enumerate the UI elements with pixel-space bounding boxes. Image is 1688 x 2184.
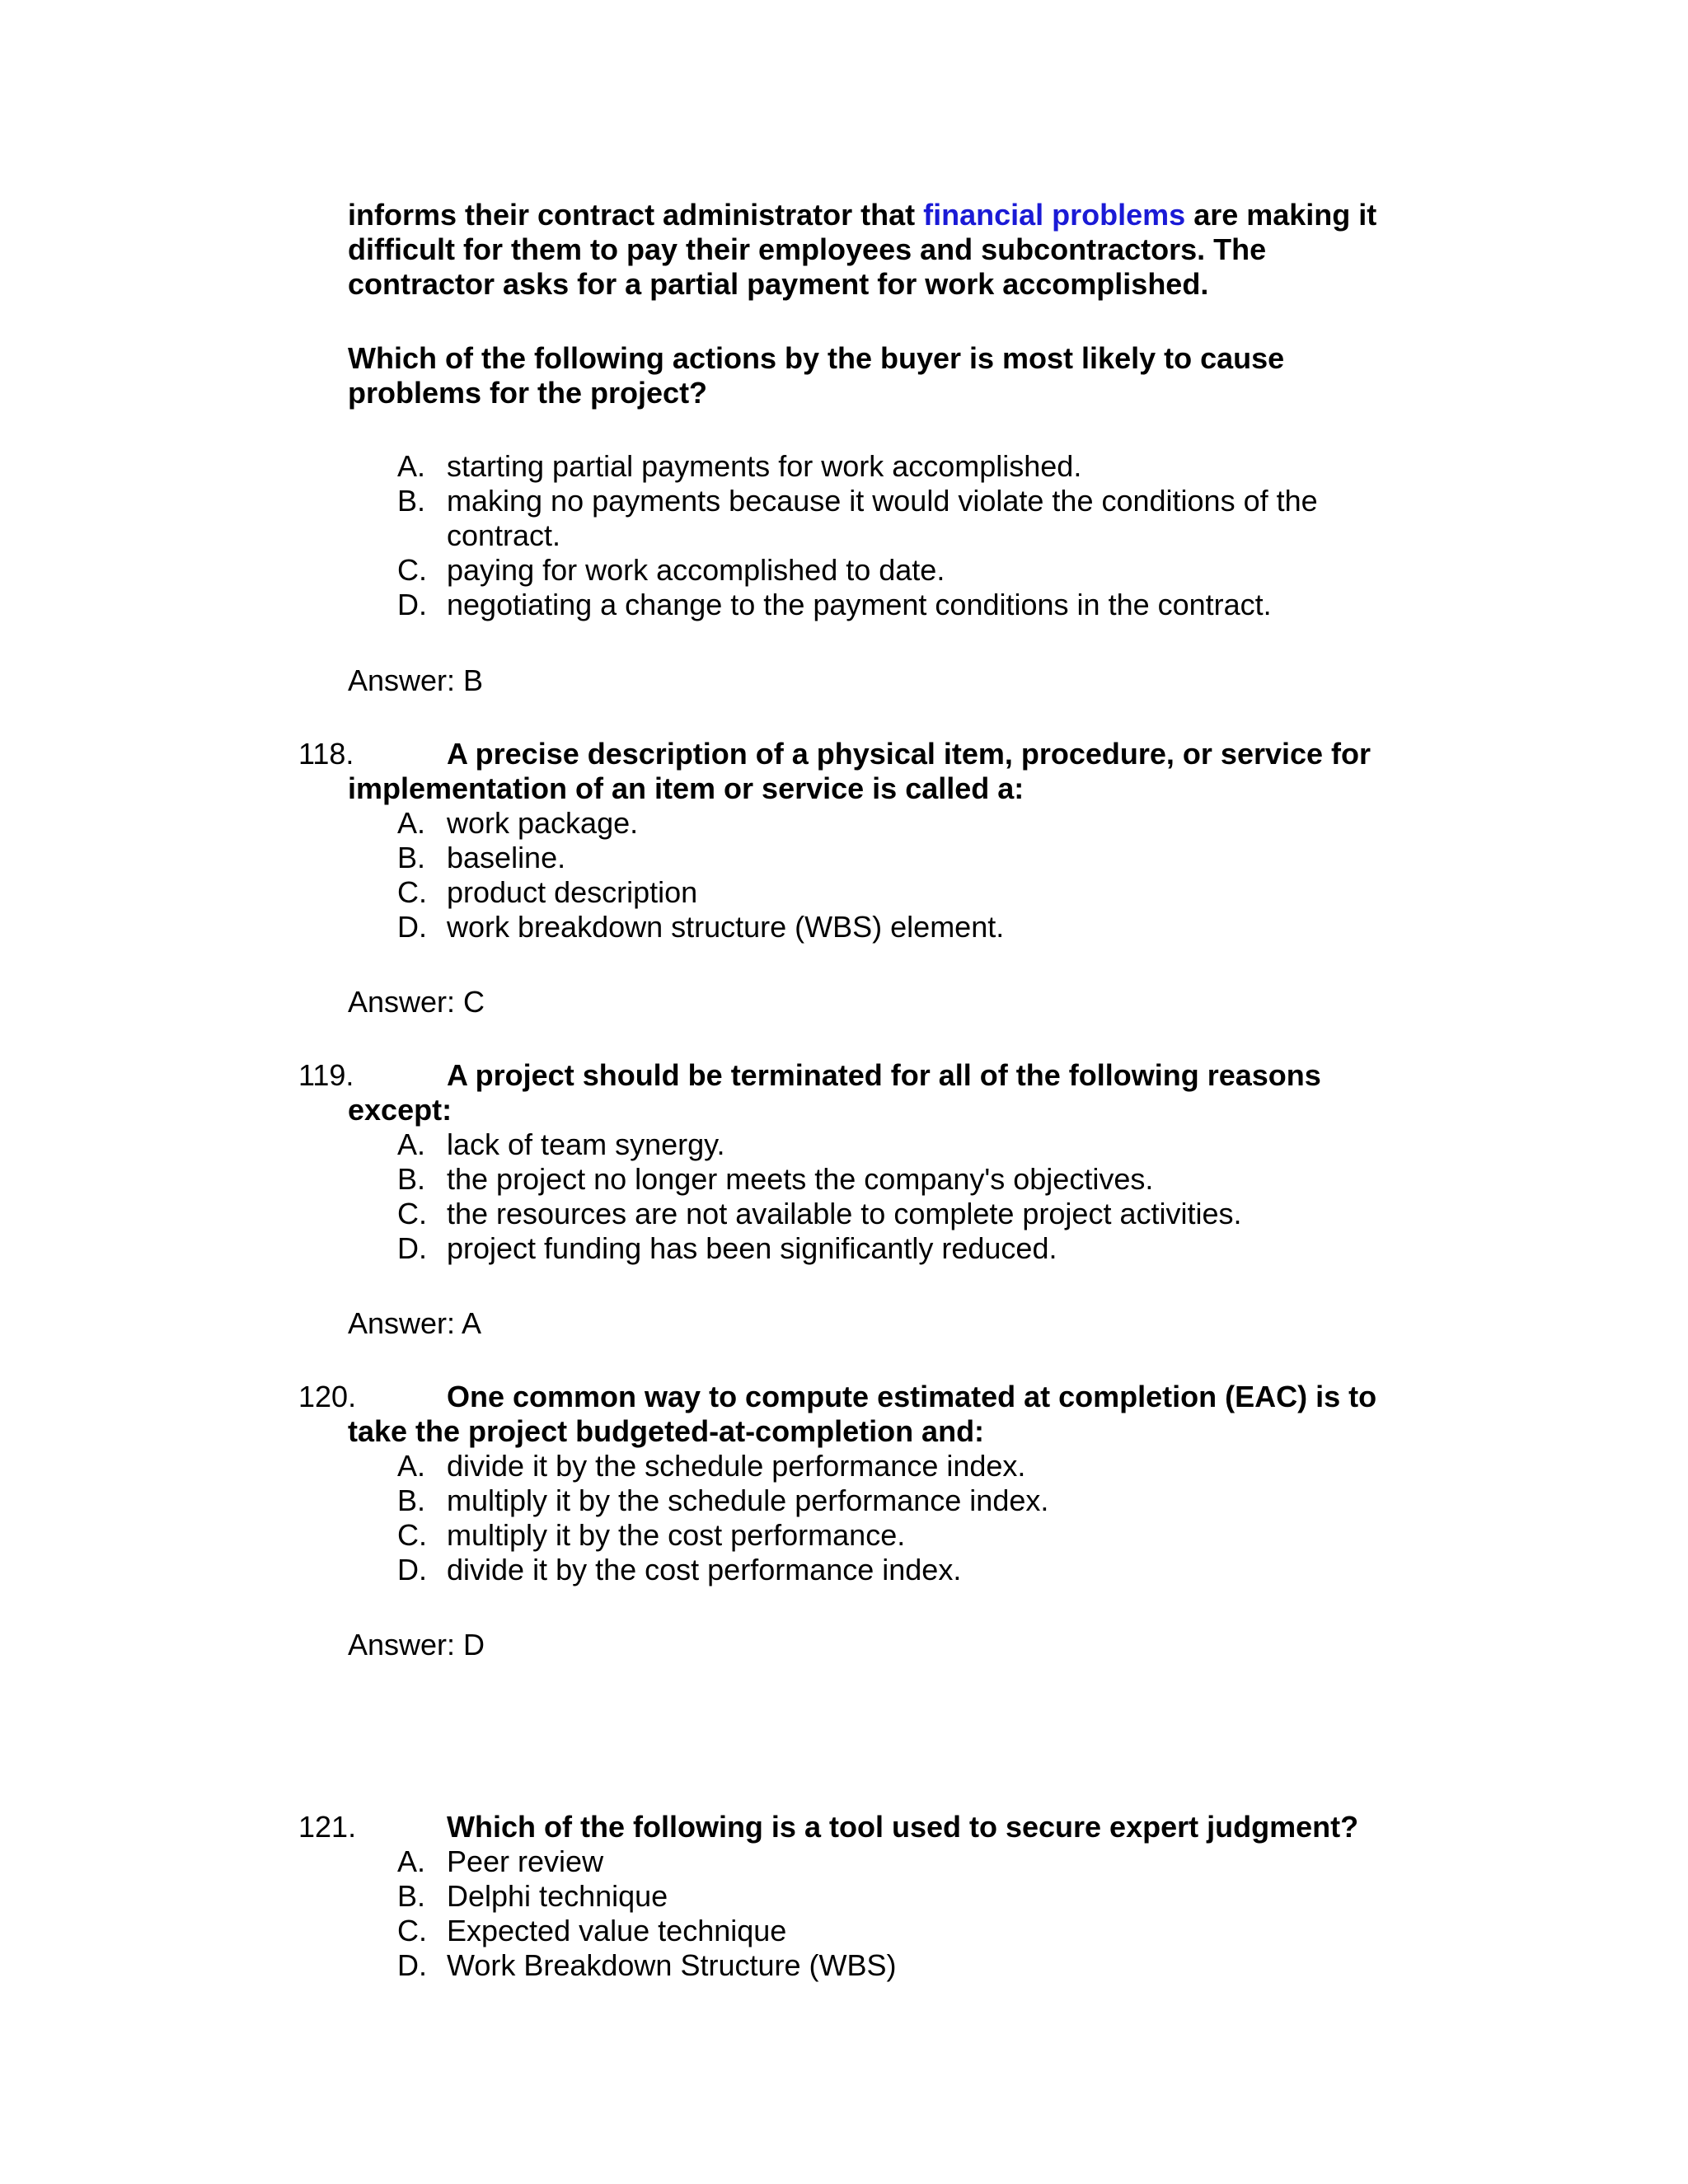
option-letter: C. <box>397 553 427 587</box>
option-text: work breakdown structure (WBS) element. <box>447 910 1005 944</box>
q118-answer: Answer: C <box>348 985 485 1019</box>
q120-answer: Answer: D <box>348 1628 485 1661</box>
question-118 <box>298 737 1419 944</box>
q119-options <box>397 1127 1419 1266</box>
q117-option-b[interactable] <box>397 484 1436 553</box>
option-text: lack of team synergy. <box>447 1127 725 1161</box>
option-text: making no payments because it would violate the conditions of the contract. <box>447 484 1318 552</box>
q119-option-d[interactable] <box>397 1231 1419 1266</box>
option-text: baseline. <box>447 841 566 874</box>
option-letter: D. <box>397 1231 427 1265</box>
option-text: negotiating a change to the payment conditions in the contract. <box>447 588 1272 621</box>
q118-option-c[interactable] <box>397 875 1419 910</box>
q117-question: Which of the following actions by the buyer is most likely to cause problems for the project? <box>348 341 1285 410</box>
option-text: paying for work accomplished to date. <box>447 553 945 587</box>
q118-option-b[interactable] <box>397 841 1419 875</box>
q121-option-d[interactable] <box>397 1948 1419 1983</box>
option-letter: D. <box>397 910 427 944</box>
q117-scenario-pre: informs their contract administrator that <box>348 198 924 232</box>
option-text: Expected value technique <box>447 1914 787 1947</box>
q120-option-d[interactable] <box>397 1553 1419 1587</box>
option-text: project funding has been significantly reduced. <box>447 1231 1057 1265</box>
q117-scenario-post: are making it difficult for them to pay their employees and subcontractors. The contractor asks for a partial payment for work accomplished. <box>348 198 1377 301</box>
question-number: 120. <box>298 1380 357 1413</box>
q120-option-b[interactable] <box>397 1483 1419 1518</box>
option-letter: C. <box>397 875 427 909</box>
q121-options <box>397 1844 1419 1983</box>
question-number: 121. <box>298 1810 357 1844</box>
q117-options <box>397 449 1436 622</box>
option-letter: B. <box>397 841 426 874</box>
q121-option-a[interactable] <box>397 1844 1419 1879</box>
q117-option-a[interactable] <box>397 449 1436 484</box>
question-line-1: One common way to compute estimated at completion (EAC) is to <box>447 1380 1377 1413</box>
q118-options <box>397 806 1419 944</box>
option-text: Work Breakdown Structure (WBS) <box>447 1948 897 1982</box>
q121-option-c[interactable] <box>397 1914 1419 1948</box>
question-121 <box>298 1810 1419 1983</box>
option-text: divide it by the schedule performance index. <box>447 1449 1026 1483</box>
option-letter: A. <box>397 1127 426 1161</box>
question-line-2: implementation of an item or service is called a: <box>348 771 1025 805</box>
question-line-1: Which of the following is a tool used to secure expert judgment? <box>447 1810 1359 1844</box>
option-letter: D. <box>397 1553 427 1586</box>
q117-option-d[interactable] <box>397 588 1436 622</box>
option-text: the project no longer meets the company's objectives. <box>447 1162 1154 1196</box>
option-text: multiply it by the cost performance. <box>447 1518 906 1552</box>
option-text: the resources are not available to complete project activities. <box>447 1197 1242 1230</box>
q117-answer: Answer: B <box>348 663 484 697</box>
q121-option-b[interactable] <box>397 1879 1419 1914</box>
question-119 <box>298 1058 1419 1266</box>
q117-option-c[interactable] <box>397 553 1436 588</box>
question-line-2: take the project budgeted-at-completion and: <box>348 1414 985 1448</box>
option-text: product description <box>447 875 698 909</box>
option-letter: A. <box>397 449 426 483</box>
option-letter: D. <box>397 1948 427 1982</box>
option-letter: B. <box>397 1483 426 1517</box>
option-letter: C. <box>397 1914 427 1947</box>
option-text: work package. <box>447 806 639 840</box>
q118-option-d[interactable] <box>397 910 1419 944</box>
option-text: divide it by the cost performance index. <box>447 1553 962 1586</box>
question-line-2: except: <box>348 1093 452 1127</box>
option-letter: B. <box>397 484 426 518</box>
q119-option-a[interactable] <box>397 1127 1419 1162</box>
option-letter: C. <box>397 1518 427 1552</box>
q120-options <box>397 1449 1419 1587</box>
question-line-1: A precise description of a physical item, procedure, or service for <box>447 737 1372 771</box>
option-letter: A. <box>397 1844 426 1878</box>
q118-option-a[interactable] <box>397 806 1419 841</box>
q119-option-c[interactable] <box>397 1197 1419 1231</box>
option-text: starting partial payments for work accomplished. <box>447 449 1082 483</box>
option-letter: D. <box>397 588 427 621</box>
option-text: Delphi technique <box>447 1879 668 1913</box>
q119-option-b[interactable] <box>397 1162 1419 1197</box>
q120-option-a[interactable] <box>397 1449 1419 1483</box>
question-number: 119. <box>298 1058 354 1092</box>
option-letter: B. <box>397 1162 426 1196</box>
q119-answer: Answer: A <box>348 1306 482 1340</box>
question-line-1: A project should be terminated for all of the following reasons <box>447 1058 1321 1092</box>
option-letter: B. <box>397 1879 426 1913</box>
option-letter: A. <box>397 1449 426 1483</box>
q117-scenario <box>348 198 1419 302</box>
q120-option-c[interactable] <box>397 1518 1419 1553</box>
option-letter: C. <box>397 1197 427 1230</box>
question-number: 118. <box>298 737 354 771</box>
financial-problems-link[interactable]: financial problems <box>923 198 1186 232</box>
option-letter: A. <box>397 806 426 840</box>
question-120 <box>298 1380 1419 1587</box>
option-text: Peer review <box>447 1844 604 1878</box>
option-text: multiply it by the schedule performance index. <box>447 1483 1049 1517</box>
